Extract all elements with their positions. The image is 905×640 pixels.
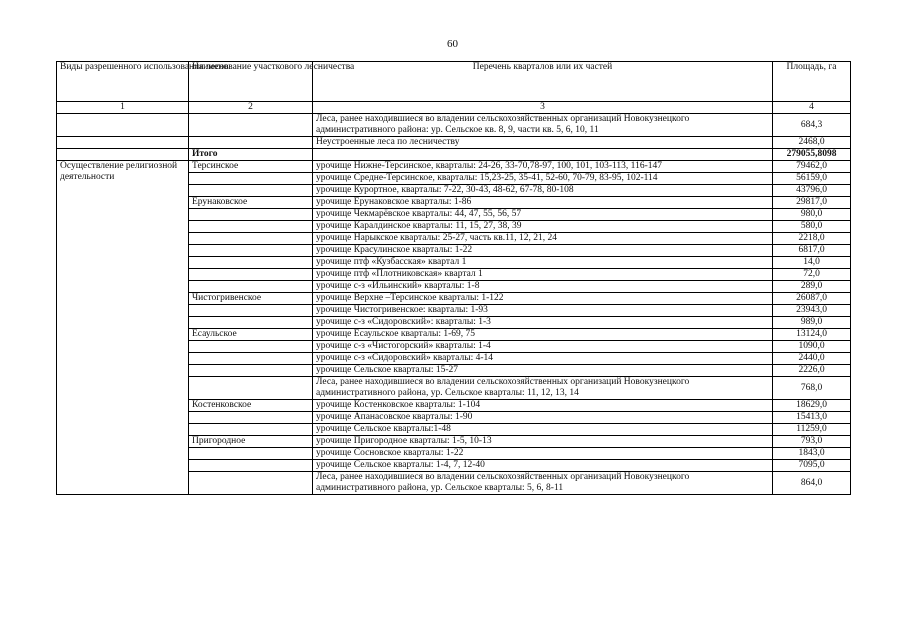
area-cell: 580,0	[773, 221, 851, 233]
quarters-cell: урочище Средне-Терсинское, кварталы: 15,23-25, 35-41, 52-60, 70-79, 83-95, 102-114	[313, 173, 773, 185]
forestry-cell	[189, 137, 313, 149]
forestry-cell: Чистогривенское	[189, 293, 313, 305]
area-cell: 989,0	[773, 317, 851, 329]
header-quarters: Перечень кварталов или их частей	[313, 62, 773, 102]
forestry-cell	[189, 460, 313, 472]
forestry-cell	[189, 412, 313, 424]
forestry-cell	[189, 173, 313, 185]
forestry-cell	[189, 209, 313, 221]
quarters-cell: урочище Костенковское кварталы: 1-104	[313, 400, 773, 412]
area-cell: 1843,0	[773, 448, 851, 460]
quarters-cell: урочище Апанасовское кварталы: 1-90	[313, 412, 773, 424]
area-cell: 15413,0	[773, 412, 851, 424]
use-type-cell	[57, 149, 189, 161]
forestry-cell	[189, 281, 313, 293]
forestry-cell	[189, 257, 313, 269]
area-cell: 72,0	[773, 269, 851, 281]
page-number: 60	[447, 38, 458, 50]
forestry-cell	[189, 185, 313, 197]
forestry-cell: Итого	[189, 149, 313, 161]
quarters-cell: урочище с-з «Сидоровский»: кварталы: 1-3	[313, 317, 773, 329]
area-cell: 2218,0	[773, 233, 851, 245]
table-row	[57, 161, 851, 173]
column-number: 1	[57, 102, 189, 114]
quarters-cell: урочище Сосновское кварталы: 1-22	[313, 448, 773, 460]
area-cell: 980,0	[773, 209, 851, 221]
area-cell: 56159,0	[773, 173, 851, 185]
area-cell: 2226,0	[773, 365, 851, 377]
forestry-cell: Есаульское	[189, 329, 313, 341]
forestry-cell	[189, 365, 313, 377]
quarters-cell: урочище Есаульское кварталы: 1-69, 75	[313, 329, 773, 341]
quarters-cell: урочище Красулинское кварталы: 1-22	[313, 245, 773, 257]
forestry-cell	[189, 221, 313, 233]
use-type-cell	[57, 114, 189, 137]
quarters-cell: урочище Пригородное кварталы: 1-5, 10-13	[313, 436, 773, 448]
area-cell: 14,0	[773, 257, 851, 269]
area-cell: 279055,8098	[773, 149, 851, 161]
area-cell: 289,0	[773, 281, 851, 293]
quarters-cell: Неустроенные леса по лесничеству	[313, 137, 773, 149]
quarters-cell: урочище Курортное, кварталы: 7-22, 30-43, 48-62, 67-78, 80-108	[313, 185, 773, 197]
forestry-cell	[189, 317, 313, 329]
forestry-cell	[189, 424, 313, 436]
area-cell: 6817,0	[773, 245, 851, 257]
area-cell: 18629,0	[773, 400, 851, 412]
forestry-cell	[189, 245, 313, 257]
quarters-cell: урочище с-з «Ильинский» кварталы: 1-8	[313, 281, 773, 293]
use-type-cell: Осуществление религиозной деятельности	[57, 161, 189, 495]
forestry-cell	[189, 448, 313, 460]
quarters-cell: урочище Сельское кварталы: 15-27	[313, 365, 773, 377]
column-number: 3	[313, 102, 773, 114]
column-number: 4	[773, 102, 851, 114]
table-row	[57, 149, 851, 161]
table-row	[57, 114, 851, 137]
forestry-cell	[189, 269, 313, 281]
quarters-cell: урочище Сельское кварталы: 1-4, 7, 12-40	[313, 460, 773, 472]
quarters-cell: Леса, ранее находившиеся во владении сельскохозяйственных организаций Новокузнецкого административного района: ур. Сельское кв. 8, 9, части кв. 5, 6, 10, 11	[313, 114, 773, 137]
area-cell: 11259,0	[773, 424, 851, 436]
forestry-cell: Пригородное	[189, 436, 313, 448]
area-cell: 23943,0	[773, 305, 851, 317]
forestry-cell	[189, 233, 313, 245]
forest-use-table	[56, 61, 851, 495]
area-cell: 29817,0	[773, 197, 851, 209]
area-cell: 7095,0	[773, 460, 851, 472]
forestry-cell	[189, 472, 313, 495]
quarters-cell: Леса, ранее находившиеся во владении сельскохозяйственных организаций Новокузнецкого административного района, ур. Сельское кварталы: 5, 6, 8-11	[313, 472, 773, 495]
area-cell: 1090,0	[773, 341, 851, 353]
quarters-cell: урочище птф «Кузбасская» квартал 1	[313, 257, 773, 269]
quarters-cell: урочище с-з «Чистогорский» кварталы: 1-4	[313, 341, 773, 353]
quarters-cell: урочище Сельское кварталы:1-48	[313, 424, 773, 436]
area-cell: 2440,0	[773, 353, 851, 365]
area-cell: 13124,0	[773, 329, 851, 341]
quarters-cell: урочище птф «Плотниковская» квартал 1	[313, 269, 773, 281]
header-forestry: Наименование участкового лесничества	[189, 62, 313, 102]
use-type-cell	[57, 137, 189, 149]
forestry-cell	[189, 114, 313, 137]
column-number: 2	[189, 102, 313, 114]
forestry-cell	[189, 305, 313, 317]
quarters-cell: урочище Нарыкское кварталы: 25-27, часть кв.11, 12, 21, 24	[313, 233, 773, 245]
area-cell: 79462,0	[773, 161, 851, 173]
quarters-cell: урочище Чекмарёвское кварталы: 44, 47, 55, 56, 57	[313, 209, 773, 221]
header-row	[57, 62, 851, 102]
forestry-cell: Терсинское	[189, 161, 313, 173]
header-use-types: Виды разрешенного использования лесов	[57, 62, 189, 102]
quarters-cell: урочище Чистогривенское: кварталы: 1-93	[313, 305, 773, 317]
forestry-cell: Костенковское	[189, 400, 313, 412]
area-cell: 684,3	[773, 114, 851, 137]
area-cell: 864,0	[773, 472, 851, 495]
quarters-cell: Леса, ранее находившиеся во владении сельскохозяйственных организаций Новокузнецкого административного района, ур. Сельское кварталы: 11, 12, 13, 14	[313, 377, 773, 400]
header-area: Площадь, га	[773, 62, 851, 102]
area-cell: 768,0	[773, 377, 851, 400]
quarters-cell: урочище Верхне –Терсинское кварталы: 1-122	[313, 293, 773, 305]
area-cell: 2468,0	[773, 137, 851, 149]
quarters-cell: урочище Ерунаковское кварталы: 1-86	[313, 197, 773, 209]
table-row	[57, 137, 851, 149]
area-cell: 43796,0	[773, 185, 851, 197]
quarters-cell	[313, 149, 773, 161]
forestry-cell: Ерунаковское	[189, 197, 313, 209]
area-cell: 26087,0	[773, 293, 851, 305]
area-cell: 793,0	[773, 436, 851, 448]
quarters-cell: урочище с-з «Сидоровский» кварталы: 4-14	[313, 353, 773, 365]
quarters-cell: урочище Каралдинское кварталы: 11, 15, 27, 38, 39	[313, 221, 773, 233]
quarters-cell: урочище Нижне-Терсинское, кварталы: 24-26, 33-70,78-97, 100, 101, 103-113, 116-147	[313, 161, 773, 173]
forestry-cell	[189, 341, 313, 353]
forestry-cell	[189, 377, 313, 400]
forestry-cell	[189, 353, 313, 365]
column-number-row	[57, 102, 851, 114]
